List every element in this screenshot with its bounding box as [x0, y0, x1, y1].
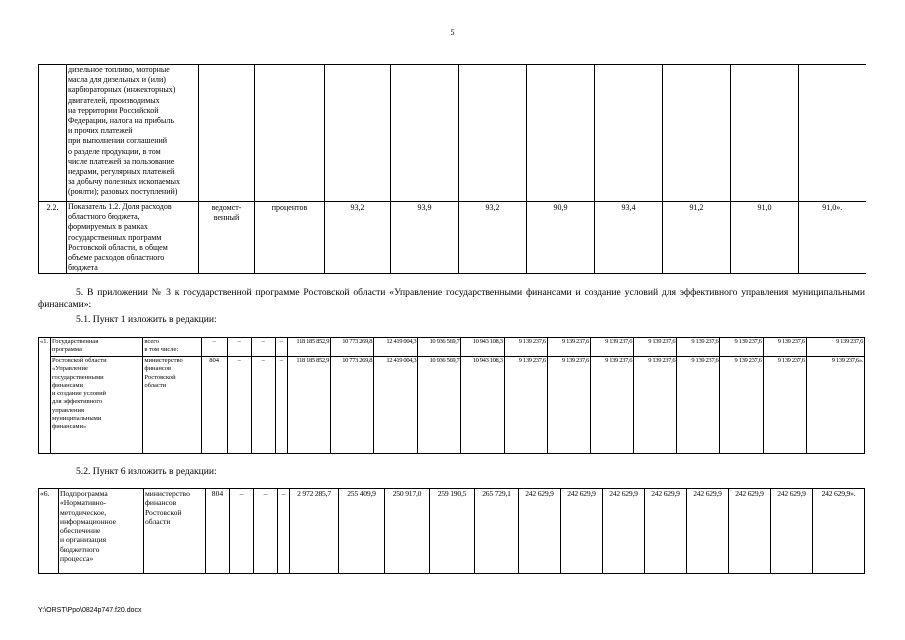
code-cell: – — [230, 489, 254, 574]
text-line: двигателей, производимых — [68, 95, 160, 105]
table-row — [39, 65, 866, 202]
page-number: 5 — [450, 28, 455, 37]
text-line: числе платежей за пользование — [68, 156, 175, 166]
responsible-cell — [143, 338, 201, 357]
text-line: для эффективного — [52, 398, 103, 406]
text-line: о разделе продукции, в том — [68, 146, 161, 156]
program-name — [51, 338, 143, 357]
paragraph-section-5: 5. В приложении № 3 к государственной программе Ростовской области «Управление государственными финансами и создание условий для эффективного управления муниципальными финансами»: — [38, 287, 865, 310]
text-line: государственными — [52, 373, 104, 381]
text-line: недрами, регулярных платежей — [68, 167, 175, 177]
text-line: бюджета — [68, 263, 98, 273]
code-cell: – — [254, 489, 278, 574]
indicator-name — [67, 202, 199, 274]
value-cell: 10 936 569,7 — [418, 357, 461, 454]
file-path-footer: Y:\ORST\Ppo\0824p747.f20.docx — [38, 607, 142, 614]
subprogram-name — [59, 489, 144, 574]
text-line: муниципальными — [52, 415, 102, 423]
value-cell: 9 139 237,6 — [634, 357, 677, 454]
value-cell: 9 139 237,6 — [634, 338, 677, 357]
value-cell: 242 629,9 — [561, 489, 603, 574]
value-cell: 10 773 269,8 — [331, 338, 374, 357]
text-line: и организация — [60, 535, 107, 545]
indicator-description — [67, 65, 199, 202]
value-cell: 9 139 237,6 — [806, 338, 864, 357]
value-cell: 242 629,9 — [645, 489, 687, 574]
value-cell: 12 419 004,3 — [374, 338, 418, 357]
value-cell: 9 139 237,6 — [504, 338, 547, 357]
value-cell: 93,9 — [391, 202, 459, 274]
value-cell: 9 139 237,6 — [763, 338, 806, 357]
value-cell: 242 629,9». — [813, 489, 865, 574]
text-line: масла для дизельных и (или) — [68, 75, 166, 85]
value-cell: 9 139 237,6». — [806, 357, 864, 454]
text-line: Ростовской — [145, 507, 182, 517]
value-cell: 259 190,5 — [430, 489, 475, 574]
text-line: бюджетного — [60, 544, 100, 554]
text-line: финансами — [52, 381, 84, 389]
value-cell: 9 139 237,6 — [763, 357, 806, 454]
text-line: «Управление — [52, 365, 88, 373]
row-number: «6. — [39, 489, 59, 574]
indicators-table — [38, 64, 866, 274]
text-line: и прочих платежей — [68, 126, 133, 136]
value-cell: 9 139 237,6 — [677, 338, 720, 357]
text-line: методическое, — [60, 507, 107, 517]
text-line: в том числе: — [144, 346, 179, 354]
text-line: при выполнении соглашений — [68, 136, 168, 146]
code-cell: – — [278, 489, 290, 574]
value-cell: 118 185 852,9 — [287, 357, 330, 454]
text-line: министерство — [144, 357, 183, 364]
text-line: карбюраторных (инжекторных) — [68, 85, 176, 95]
value-cell: 10 943 108,3 — [461, 357, 504, 454]
text-line: Показатель 1.2. Доля расходов — [68, 202, 172, 211]
value-cell: 118 185 852,9 — [287, 338, 330, 357]
value-cell: 255 409,9 — [339, 489, 385, 574]
value-cell: 242 629,9 — [687, 489, 729, 574]
paragraph-section-5-1: 5.1. Пункт 1 изложить в редакции: — [76, 314, 217, 325]
text-line: Ростовской области, в общем — [68, 242, 168, 252]
text-line: венный — [213, 213, 240, 223]
text-line: финансов — [144, 365, 172, 373]
value-cell: 242 629,9 — [729, 489, 771, 574]
text-line: Федерации, налога на прибыль — [68, 116, 174, 126]
text-line: Ростовской области — [52, 357, 107, 364]
text-line: программа — [52, 346, 82, 354]
code-cell: – — [275, 357, 287, 454]
table-row — [39, 489, 865, 574]
text-line: областного бюджета, — [68, 212, 140, 222]
text-line: на территории Российской — [68, 105, 159, 115]
text-line: «Нормативно- — [60, 498, 107, 508]
text-line: управления — [52, 406, 84, 414]
code-cell: 804 — [201, 357, 227, 454]
row-number: 2.2. — [39, 202, 67, 274]
code-cell: – — [227, 338, 251, 357]
paragraph-section-5-2: 5.2. Пункт 6 изложить в редакции: — [76, 466, 217, 477]
text-line: области — [145, 516, 171, 526]
value-cell: 9 139 237,6 — [590, 357, 633, 454]
row-number: «1. — [39, 338, 51, 454]
financing-table-item-1 — [38, 337, 865, 454]
text-line: объеме расходов областного — [68, 253, 165, 263]
text-line: процесса» — [60, 554, 94, 564]
text-line: финансами» — [52, 423, 87, 431]
value-cell: 93,4 — [595, 202, 663, 274]
responsible-cell — [143, 357, 201, 454]
value-cell: 91,2 — [663, 202, 731, 274]
value-cell: 9 139 237,6 — [677, 357, 720, 454]
value-cell: 91,0 — [731, 202, 799, 274]
value-cell: 9 139 237,6 — [590, 338, 633, 357]
text-line: Подпрограмма — [60, 489, 108, 498]
value-cell: 242 629,9 — [603, 489, 645, 574]
text-line: и создание условий — [52, 390, 107, 398]
value-cell: 242 629,9 — [519, 489, 561, 574]
value-cell: 265 729,1 — [475, 489, 519, 574]
value-cell: 9 139 237,6 — [720, 338, 763, 357]
code-cell: – — [251, 338, 275, 357]
text-line: Государственная — [52, 338, 99, 345]
value-cell: 10 943 108,3 — [461, 338, 504, 357]
value-cell: 10 936 569,7 — [418, 338, 461, 357]
value-cell: 12 419 004,3 — [374, 357, 418, 454]
value-cell: 91,0». — [799, 202, 866, 274]
responsible-cell — [144, 489, 206, 574]
text-line: обеспечение — [60, 526, 101, 536]
unit-cell: процентов — [255, 202, 325, 274]
text-line: министерство — [145, 489, 190, 498]
text-line: всего — [144, 338, 159, 345]
value-cell: 93,2 — [325, 202, 391, 274]
financing-table-item-6 — [38, 488, 865, 574]
table-row — [39, 202, 866, 274]
value-cell: 10 773 269,8 — [331, 357, 374, 454]
code-cell: – — [227, 357, 251, 454]
text-line: (роялти); разовых поступлений) — [68, 187, 178, 197]
text-line: государственных программ — [68, 232, 162, 242]
code-cell: 804 — [206, 489, 230, 574]
program-name-continued — [51, 357, 143, 454]
text-line: дизельное топливо, моторные — [68, 65, 170, 74]
code-cell: – — [201, 338, 227, 357]
value-cell: 9 139 237,6 — [720, 357, 763, 454]
table-row — [39, 357, 865, 454]
table-row — [39, 338, 865, 357]
text-line: Ростовской — [144, 373, 176, 381]
value-cell: 9 139 237,6 — [547, 357, 590, 454]
value-cell: 93,2 — [459, 202, 527, 274]
text-line: финансов — [145, 498, 177, 508]
code-cell: – — [275, 338, 287, 357]
indicator-type — [199, 202, 255, 274]
value-cell: 242 629,9 — [771, 489, 813, 574]
text-line: за добычу полезных ископаемых — [68, 177, 181, 187]
value-cell: 250 917,0 — [385, 489, 430, 574]
value-cell: 90,9 — [527, 202, 595, 274]
text-line: формируемых в рамках — [68, 222, 148, 232]
value-cell: 9 139 237,6 — [547, 338, 590, 357]
text-line: информационное — [60, 516, 116, 526]
text-line: области — [144, 381, 167, 389]
code-cell: – — [251, 357, 275, 454]
value-cell: 2 972 285,7 — [290, 489, 339, 574]
value-cell: 9 139 237,6 — [504, 357, 547, 454]
text-line: ведомст- — [211, 203, 242, 212]
